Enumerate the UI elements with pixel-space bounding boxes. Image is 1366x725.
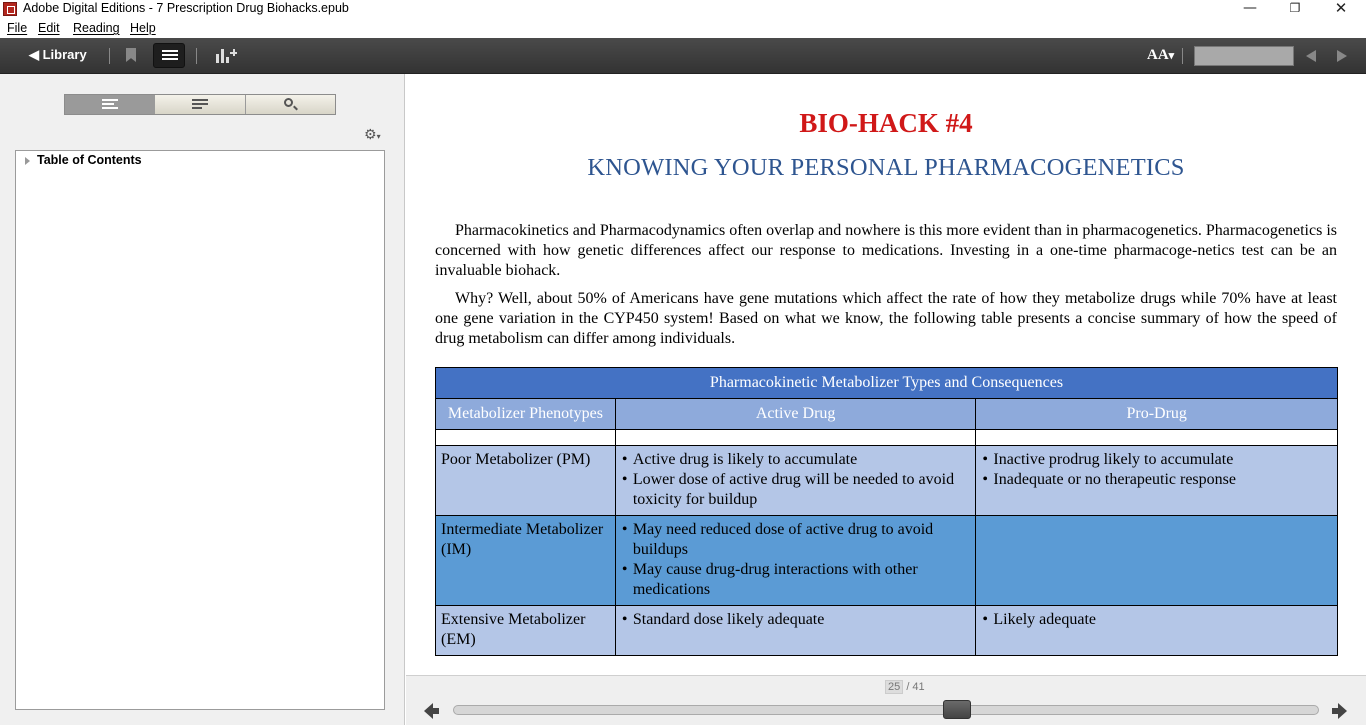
tab-bookmarks[interactable] [155, 95, 245, 114]
list-item: • Active drug is likely to accumulate [622, 450, 970, 470]
close-button[interactable]: ✕ [1334, 0, 1348, 17]
total-pages: / 41 [906, 681, 925, 693]
table-row [436, 606, 1338, 656]
metabolizer-table [435, 367, 1338, 656]
table-row [436, 516, 1338, 606]
phenotype-cell: Extensive Metabolizer (EM) [436, 606, 616, 656]
pro-drug-cell [976, 606, 1338, 656]
list-item: • Standard dose likely adequate [622, 610, 970, 630]
toc-root-item[interactable]: Table of Contents [37, 153, 142, 167]
list-item: • Inadequate or no therapeutic response [982, 470, 1331, 490]
page-slider-track[interactable] [453, 705, 1319, 715]
table-header: Pro-Drug [976, 399, 1338, 430]
menu-bar [0, 19, 1366, 38]
toc-list-icon [102, 99, 118, 110]
search-icon [284, 98, 293, 107]
phenotype-cell: Intermediate Metabolizer (IM) [436, 516, 616, 606]
add-bar-chart-icon[interactable] [216, 49, 236, 63]
window-title: Adobe Digital Editions - 7 Prescription Drug Biohacks.epub [23, 1, 349, 15]
list-item: • May cause drug-drug interactions with other medications [622, 560, 970, 600]
menu-help[interactable]: Help [130, 21, 156, 35]
list-item: • Lower dose of active drug will be needed to avoid toxicity for buildup [622, 470, 970, 510]
list-item: • May need reduced dose of active drug to avoid buildups [622, 520, 970, 560]
toc-tree [15, 150, 385, 710]
table-header: Metabolizer Phenotypes [436, 399, 616, 430]
list-item: • Likely adequate [982, 610, 1331, 630]
previous-page-icon[interactable] [1306, 50, 1316, 62]
bookmark-list-icon [192, 99, 208, 110]
chapter-number: BIO-HACK #4 [799, 108, 973, 138]
list-icon [162, 50, 178, 52]
toolbar-divider [1182, 48, 1183, 64]
next-page-icon[interactable] [1337, 50, 1347, 62]
tab-table-of-contents[interactable] [65, 95, 155, 114]
active-drug-cell [615, 516, 976, 606]
app-logo-icon [3, 2, 17, 16]
chevron-down-icon: ▾ [1168, 50, 1175, 62]
list-item: • Inactive prodrug likely to accumulate [982, 450, 1331, 470]
toolbar-divider [109, 48, 110, 64]
menu-reading[interactable]: Reading [73, 21, 120, 35]
next-page-button[interactable] [1331, 703, 1347, 717]
menu-edit[interactable]: Edit [38, 21, 60, 35]
title-bar [0, 0, 1366, 19]
page-navigation-bar [406, 675, 1366, 725]
table-row [436, 446, 1338, 516]
minimize-button[interactable]: — [1243, 0, 1257, 16]
toolbar [0, 38, 1366, 74]
library-button[interactable]: ◀ Library [29, 47, 87, 62]
arrow-right-icon [1338, 703, 1347, 719]
bookmark-icon[interactable] [126, 48, 136, 62]
page-number-input[interactable] [1194, 46, 1294, 66]
page-indicator [885, 680, 925, 694]
table-header: Active Drug [615, 399, 976, 430]
navigation-panel [0, 74, 405, 725]
previous-page-button[interactable] [424, 703, 440, 717]
font-size-button[interactable] [1147, 47, 1174, 64]
tab-search[interactable] [246, 95, 335, 114]
gear-icon[interactable]: ⚙▾ [364, 127, 381, 143]
active-drug-cell [615, 606, 976, 656]
maximize-button[interactable]: ❐ [1289, 1, 1301, 15]
chapter-title: KNOWING YOUR PERSONAL PHARMACOGENETICS [587, 154, 1185, 181]
pro-drug-cell [976, 516, 1338, 606]
toc-toggle-button[interactable] [153, 43, 185, 68]
body-paragraph: Why? Well, about 50% of Americans have gene mutations which affect the rate of how they metabolize drugs while 70% have at least one gene variation in the CYP450 system! Based on what we know, the following table presents a concise summary of how the speed of drug metabolism can differ among individuals. [435, 290, 1337, 347]
book-page [406, 74, 1366, 675]
table-spacer-row [436, 430, 1338, 446]
body-paragraph: Pharmacokinetics and Pharmacodynamics often overlap and nowhere is this more evident than in pharmacogenetics. Pharmacogenetics is concerned with how genetic differences affect our response to medications. Investing in a one-time pharmacoge-netics test can be an invaluable biohack. [435, 222, 1337, 279]
current-page: 25 [885, 680, 903, 694]
pro-drug-cell [976, 446, 1338, 516]
font-size-label: AA [1147, 47, 1169, 63]
toolbar-divider [196, 48, 197, 64]
active-drug-cell [615, 446, 976, 516]
phenotype-cell: Poor Metabolizer (PM) [436, 446, 616, 516]
menu-file[interactable]: File [7, 21, 28, 35]
table-caption: Pharmacokinetic Metabolizer Types and Consequences [436, 368, 1338, 399]
panel-view-switcher [64, 94, 336, 115]
expand-triangle-icon[interactable] [25, 157, 30, 165]
arrow-left-icon [424, 703, 433, 719]
page-slider-thumb[interactable] [943, 700, 971, 719]
